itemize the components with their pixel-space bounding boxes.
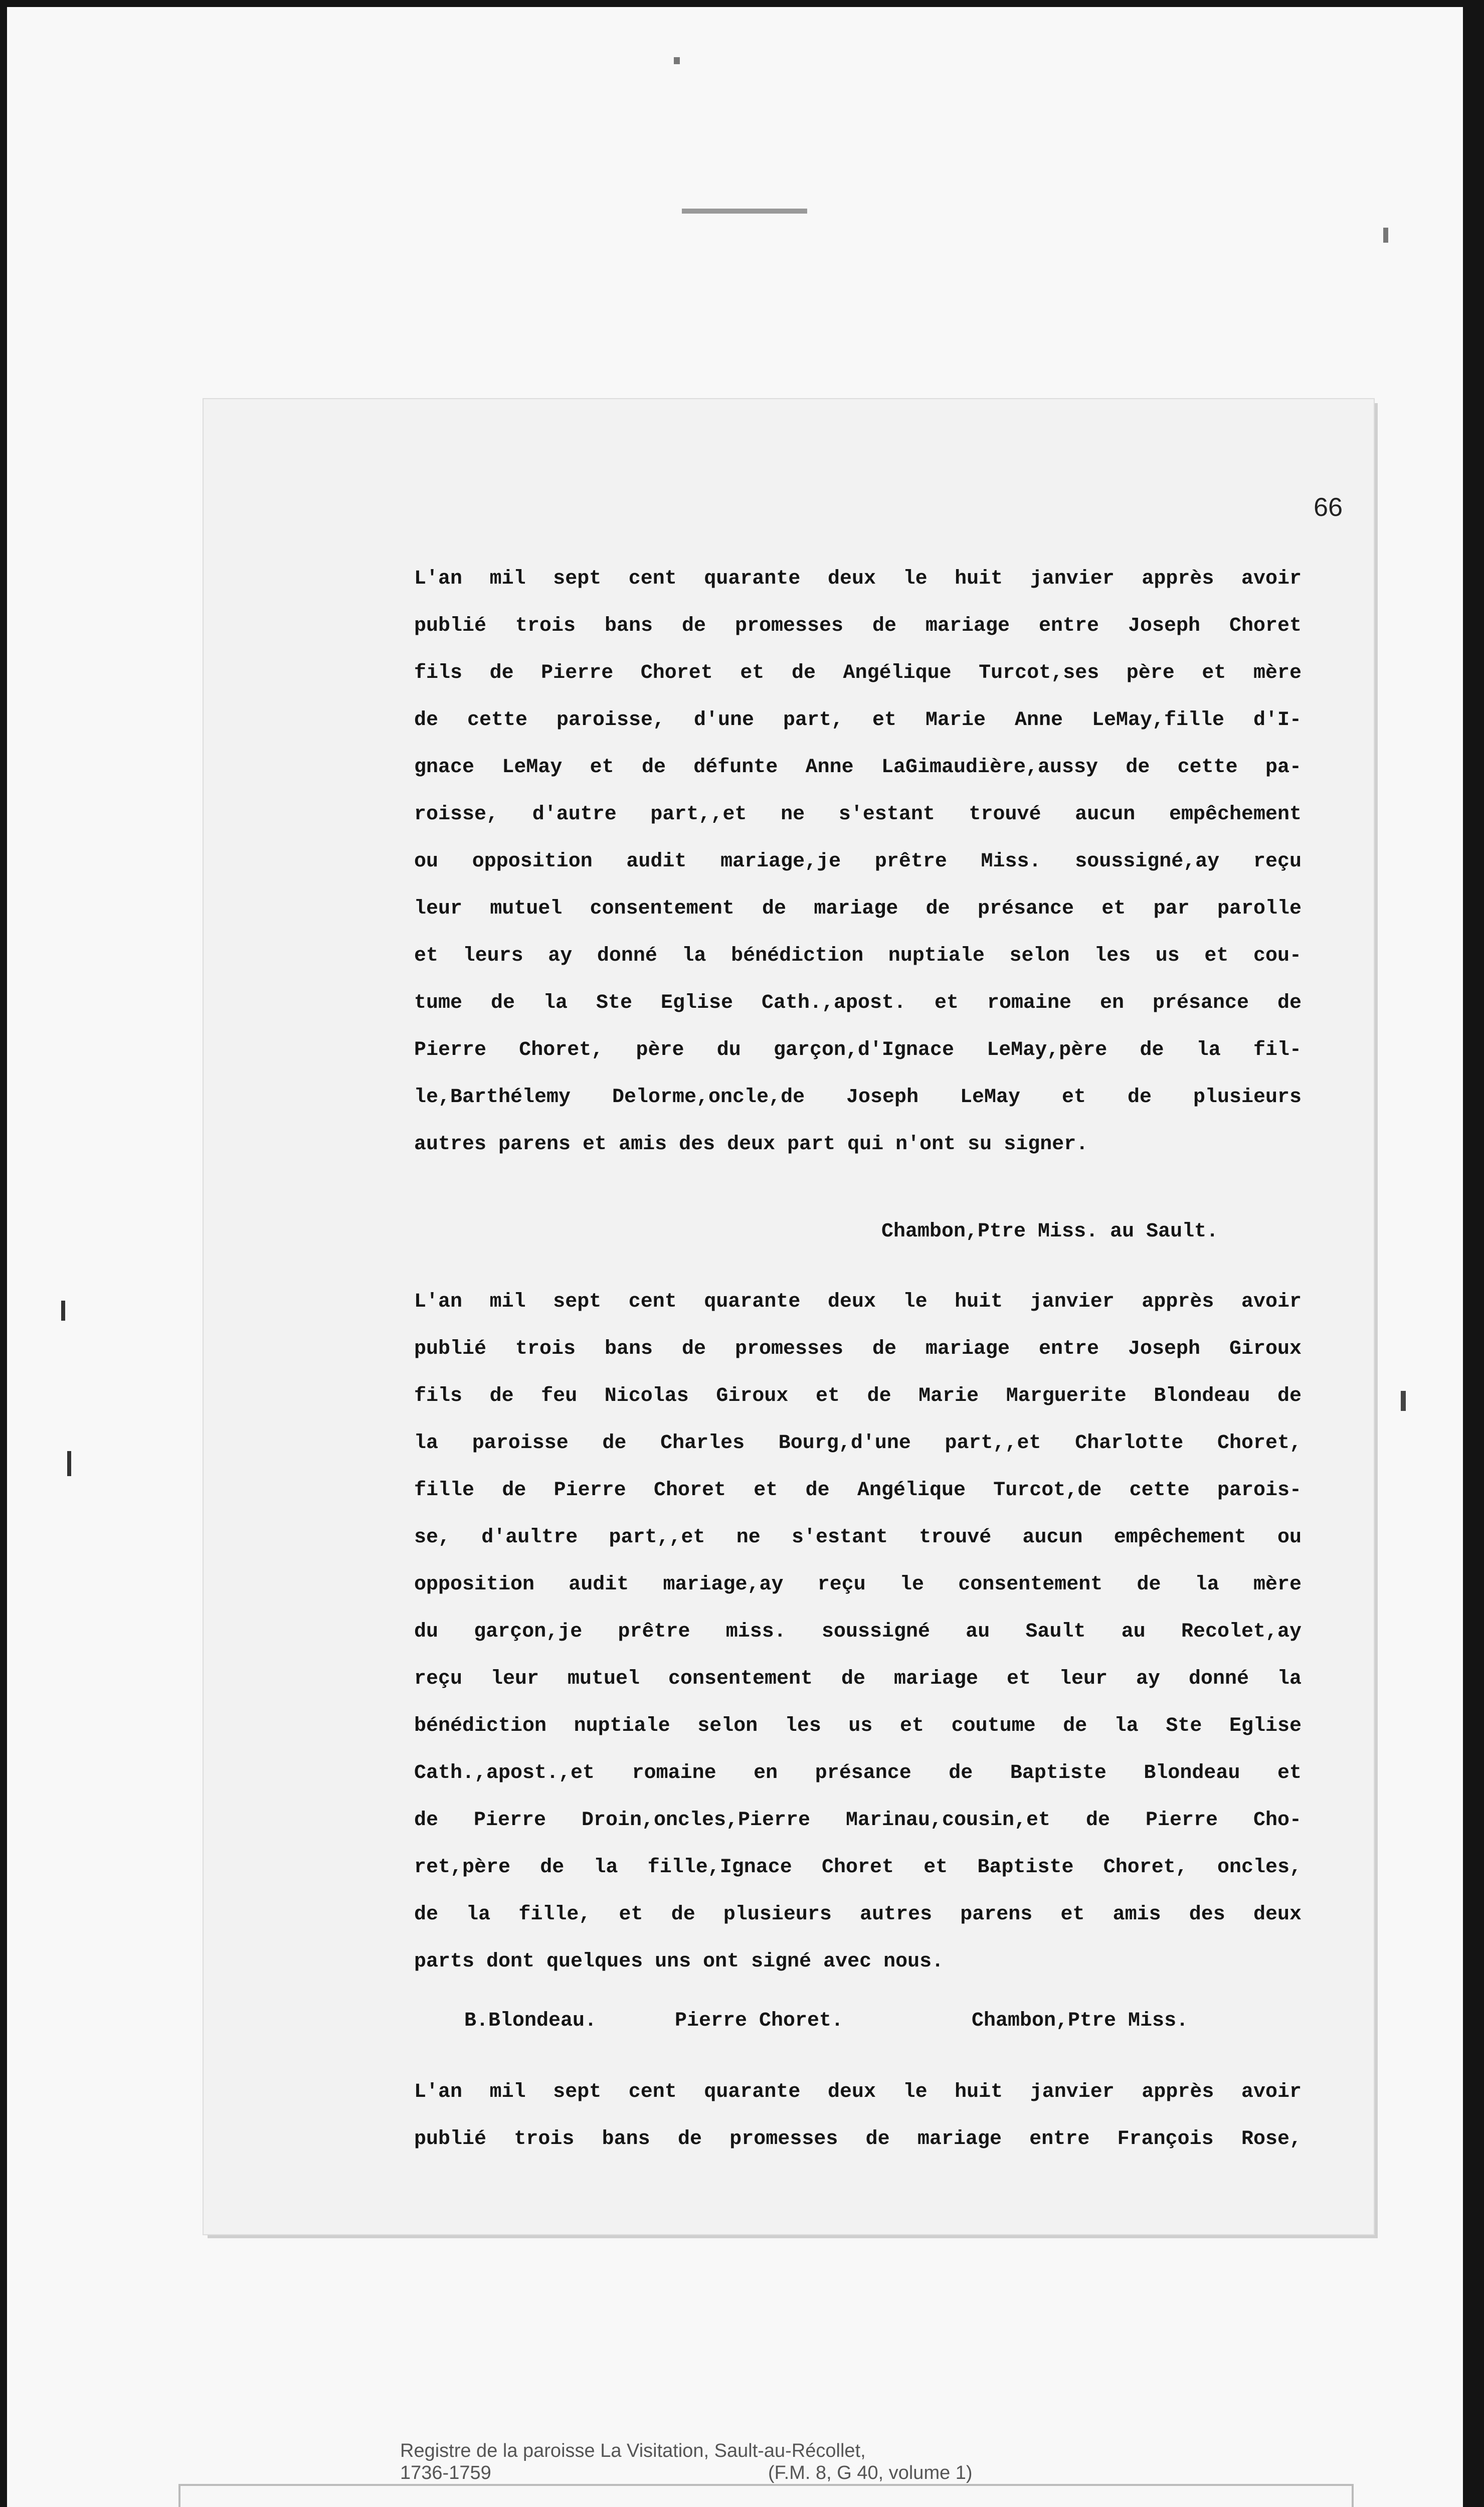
marriage-entry-3 <box>414 2069 1302 2163</box>
entry-line: la paroisse de Charles Bourg,d'une part,,et Charlotte Choret, <box>414 1432 1302 1455</box>
archives-stamp <box>178 2484 1354 2507</box>
entry-line: et leurs ay donné la bénédiction nuptiale selon les us et cou- <box>414 945 1302 967</box>
film-speck <box>1383 228 1388 243</box>
register-page <box>204 399 1374 2234</box>
film-speck <box>61 1301 65 1321</box>
marriage-entry-2 <box>414 1279 1302 1986</box>
caption-reference: (F.M. 8, G 40, volume 1) <box>768 2462 973 2483</box>
entry-line: L'an mil sept cent quarante deux le huit janvier apprès avoir <box>414 2081 1302 2103</box>
film-speck <box>682 209 807 214</box>
entry-line: se, d'aultre part,,et ne s'estant trouvé aucun empêchement ou <box>414 1526 1302 1549</box>
entry-line: ret,père de la fille,Ignace Choret et Baptiste Choret, oncles, <box>414 1856 1302 1879</box>
entry-line: fille de Pierre Choret et de Angélique Turcot,de cette parois- <box>414 1479 1302 1502</box>
entry-line: ou opposition audit mariage,je prêtre Miss. soussigné,ay reçu <box>414 850 1302 873</box>
entry-line: le,Barthélemy Delorme,oncle,de Joseph LeMay et de plusieurs <box>414 1086 1302 1109</box>
page-number: 66 <box>1314 493 1343 522</box>
entry-line: L'an mil sept cent quarante deux le huit janvier apprès avoir <box>414 568 1302 590</box>
signature-chambon: Chambon,Ptre Miss. au Sault. <box>881 1220 1219 1243</box>
entry-line: roisse, d'autre part,,et ne s'estant trouvé aucun empêchement <box>414 803 1302 826</box>
entry-line: reçu leur mutuel consentement de mariage et leur ay donné la <box>414 1668 1302 1690</box>
entry-line: opposition audit mariage,ay reçu le consentement de la mère <box>414 1573 1302 1596</box>
entry-line: publié trois bans de promesses de mariage entre Joseph Giroux <box>414 1338 1302 1360</box>
entry-line: publié trois bans de promesses de mariage entre François Rose, <box>414 2128 1302 2151</box>
entry-line: de la fille, et de plusieurs autres parens et amis des deux <box>414 1903 1302 1926</box>
entry-line: fils de Pierre Choret et de Angélique Turcot,ses père et mère <box>414 662 1302 684</box>
entry-line: bénédiction nuptiale selon les us et coutume de la Ste Eglise <box>414 1715 1302 1737</box>
entry-line: du garçon,je prêtre miss. soussigné au Sault au Recolet,ay <box>414 1621 1302 1643</box>
signature-blondeau: B.Blondeau. <box>464 2010 597 2032</box>
entry-line: Cath.,apost.,et romaine en présance de Baptiste Blondeau et <box>414 1762 1302 1784</box>
entry-line: Pierre Choret, père du garçon,d'Ignace LeMay,père de la fil- <box>414 1039 1302 1061</box>
entry-line: L'an mil sept cent quarante deux le huit janvier apprès avoir <box>414 1291 1302 1313</box>
entry-line: gnace LeMay et de défunte Anne LaGimaudière,aussy de cette pa- <box>414 756 1302 779</box>
entry-line: parts dont quelques uns ont signé avec nous. <box>414 1950 944 1973</box>
film-speck <box>67 1451 71 1476</box>
signature-pierre-choret: Pierre Choret. <box>675 2010 844 2032</box>
entry-line: de Pierre Droin,oncles,Pierre Marinau,cousin,et de Pierre Cho- <box>414 1809 1302 1832</box>
signature-chambon: Chambon,Ptre Miss. <box>972 2010 1189 2032</box>
entry-line: publié trois bans de promesses de mariage entre Joseph Choret <box>414 615 1302 637</box>
entry-line: tume de la Ste Eglise Cath.,apost. et romaine en présance de <box>414 992 1302 1014</box>
entry-line: leur mutuel consentement de mariage de présance et par parolle <box>414 898 1302 920</box>
caption-register-title: Registre de la paroisse La Visitation, Sault-au-Récollet, <box>400 2440 866 2461</box>
film-speck <box>674 57 680 64</box>
marriage-entry-1 <box>414 556 1302 1168</box>
entry-line: de cette paroisse, d'une part, et Marie Anne LeMay,fille d'I- <box>414 709 1302 732</box>
film-speck <box>1401 1391 1406 1411</box>
entry-line: autres parens et amis des deux part qui n'ont su signer. <box>414 1133 1088 1156</box>
archive-caption <box>400 2440 973 2484</box>
entry-line: fils de feu Nicolas Giroux et de Marie Marguerite Blondeau de <box>414 1385 1302 1407</box>
microfilm-frame <box>7 7 1463 2507</box>
caption-years: 1736-1759 <box>400 2462 491 2483</box>
